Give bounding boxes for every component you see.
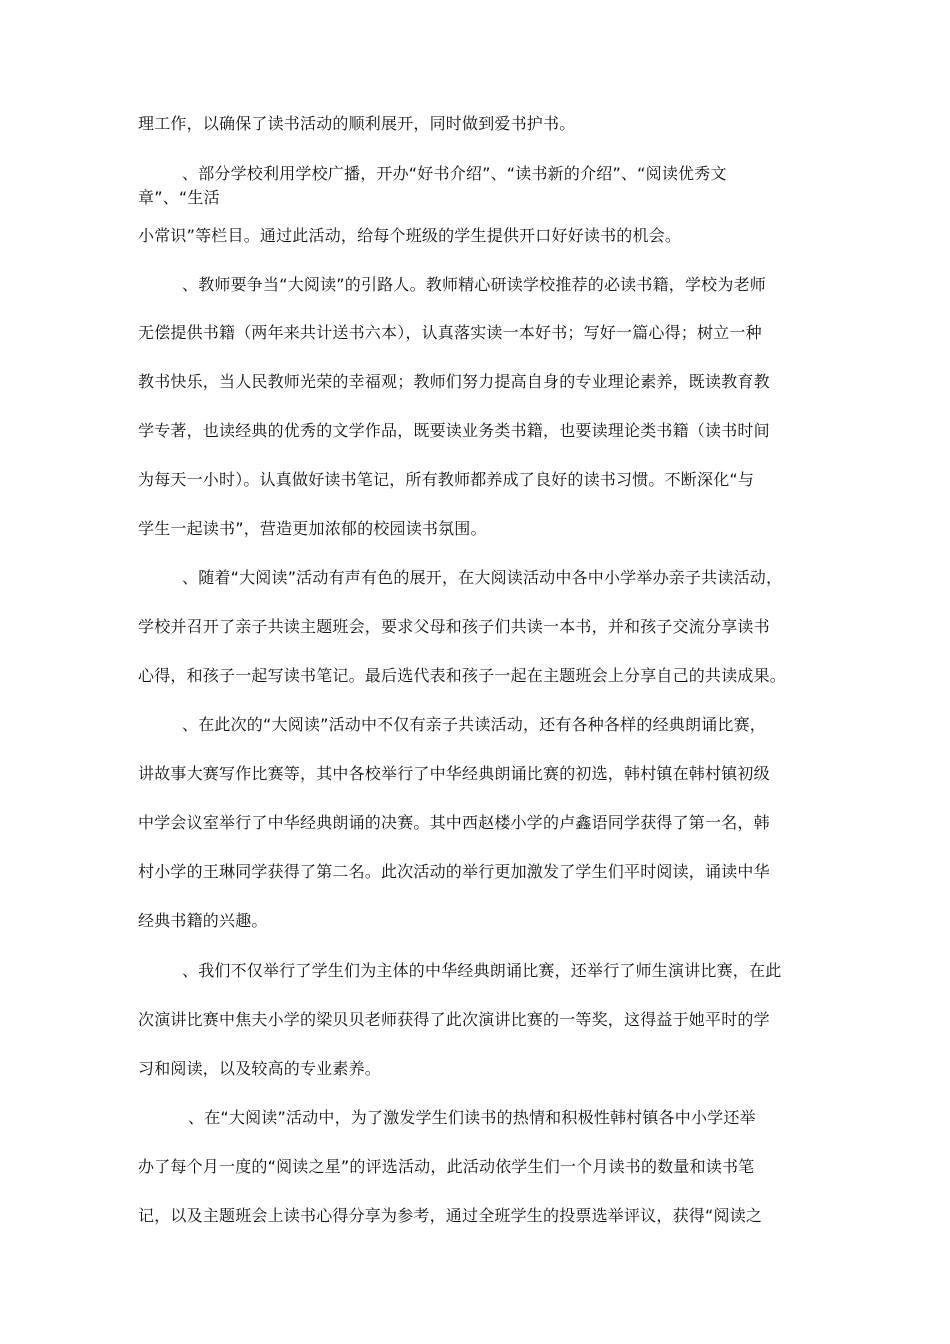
- text-line: 、部分学校利用学校广播，开办“好书介绍”、“读书新的介绍”、“阅读优秀文: [182, 164, 727, 183]
- text-line: 、在“大阅读”活动中，为了激发学生们读书的热情和积极性韩村镇各中小学还举: [188, 1108, 756, 1127]
- text-line: 无偿提供书籍（两年来共计送书六本），认真落实读一本好书；写好一篇心得；树立一种: [138, 323, 762, 342]
- text-line: 小常识”等栏目。通过此活动，给每个班级的学生提供开口好好读书的机会。: [138, 226, 682, 245]
- text-line: 中学会议室举行了中华经典朗诵的决赛。其中西赵楼小学的卢鑫语同学获得了第一名，韩: [138, 813, 770, 832]
- text-line: 章”、“生活: [138, 188, 220, 207]
- text-line: 理工作，以确保了读书活动的顺利展开，同时做到爱书护书。: [138, 114, 576, 133]
- text-line: 为每天一小时）。认真做好读书笔记，所有教师都养成了良好的读书习惯。不断深化“与: [138, 470, 755, 489]
- text-line: 教书快乐，当人民教师光荣的幸福观；教师们努力提高自身的专业理论素养，既读教育教: [138, 372, 770, 391]
- text-line: 学校并召开了亲子共读主题班会，要求父母和孩子们共读一本书，并和孩子交流分享读书: [138, 617, 770, 636]
- text-line: 、我们不仅举行了学生们为主体的中华经典朗诵比赛，还举行了师生演讲比赛，在此: [182, 961, 782, 980]
- text-line: 学生一起读书”，营造更加浓郁的校园读书氛围。: [138, 519, 487, 538]
- text-line: 讲故事大赛写作比赛等，其中各校举行了中华经典朗诵比赛的初选，韩村镇在韩村镇初级: [138, 764, 770, 783]
- text-line: 次演讲比赛中焦夫小学的梁贝贝老师获得了此次演讲比赛的一等奖，这得益于她平时的学: [138, 1010, 770, 1029]
- text-line: 学专著，也读经典的优秀的文学作品，既要读业务类书籍，也要读理论类书籍（读书时间: [138, 421, 770, 440]
- text-line: 经典书籍的兴趣。: [138, 911, 268, 930]
- text-line: 办了每个月一度的“阅读之星”的评选活动，此活动依学生们一个月读书的数量和读书笔: [138, 1157, 755, 1176]
- text-line: 记，以及主题班会上读书心得分享为参考，通过全班学生的投票选举评议，获得“阅读之: [138, 1206, 763, 1225]
- text-line: 、在此次的“大阅读”活动中不仅有亲子共读活动，还有各种各样的经典朗诵比赛，: [182, 715, 766, 734]
- text-line: 习和阅读，以及较高的专业素养。: [138, 1059, 382, 1078]
- text-line: 、教师要争当“大阅读”的引路人。教师精心研读学校推荐的必读书籍，学校为老师: [182, 275, 766, 294]
- text-line: 、随着“大阅读”活动有声有色的展开，在大阅读活动中各中小学举办亲子共读活动，: [182, 568, 783, 587]
- text-line: 村小学的王琳同学获得了第二名。此次活动的举行更加激发了学生们平时阅读，诵读中华: [138, 862, 770, 881]
- text-line: 心得，和孩子一起写读书笔记。最后选代表和孩子一起在主题班会上分享自己的共读成果。: [138, 666, 787, 685]
